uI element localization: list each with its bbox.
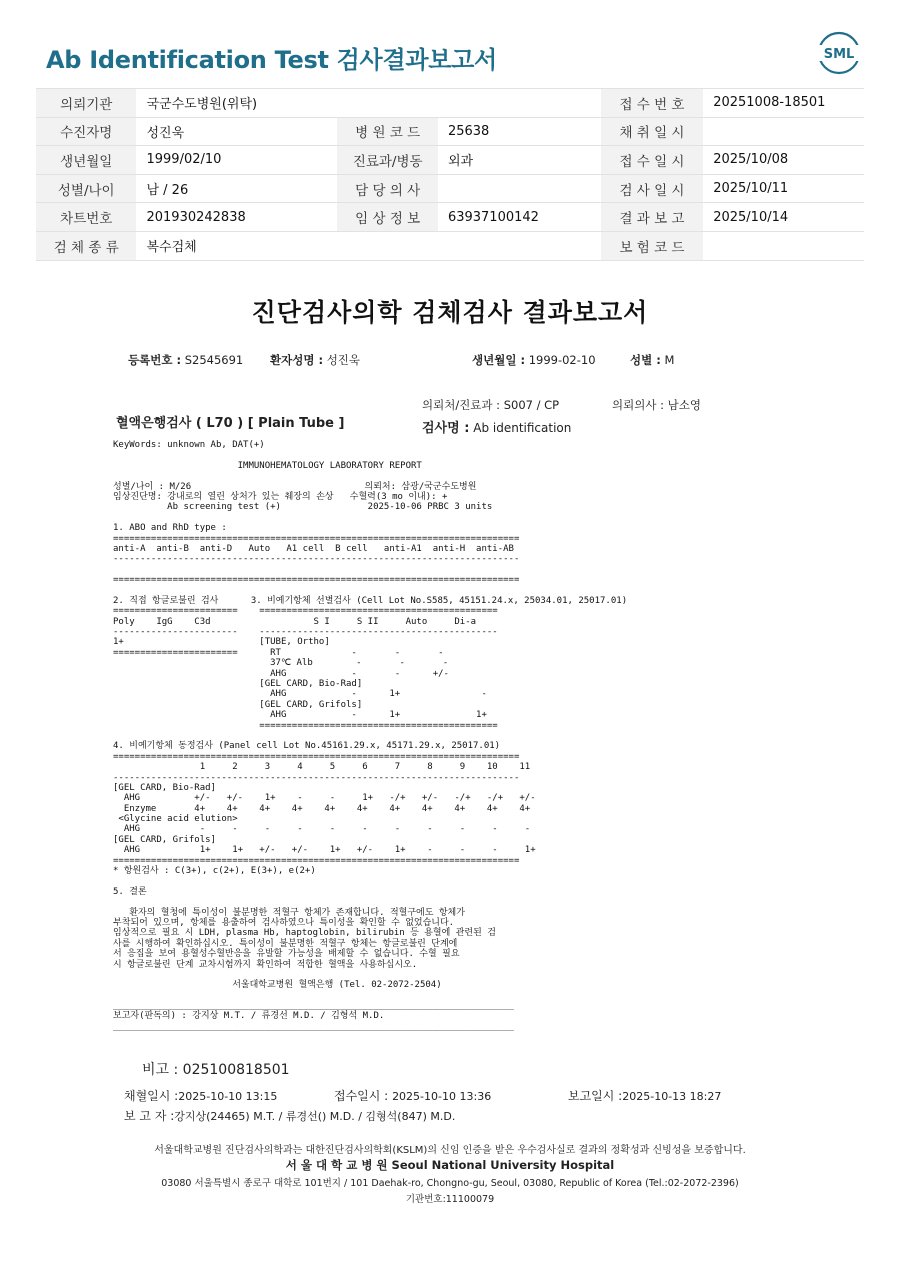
reg-no: 등록번호 : S2545691 bbox=[128, 353, 244, 367]
certification-statement: 서울대학교병원 진단검사의학과는 대한진단검사의학회(KSLM)의 신임 인증을 받은 우수검사실로 결과의 정확성과 신빙성을 보증합니다. bbox=[154, 1145, 746, 1156]
info-row bbox=[36, 203, 864, 232]
report-line: 5. 결론 bbox=[113, 886, 147, 897]
report-line bbox=[113, 513, 627, 523]
info-value bbox=[438, 174, 601, 203]
report-line: __________________________________________________________________________ bbox=[113, 1001, 514, 1012]
report-line: Ab screening test (+) 2025-10-06 PRBC 3 units bbox=[113, 502, 493, 513]
report-line: 사를 시행하여 확인하십시오. 특이성이 불분명한 적혈구 항체는 항글로불린 단계에 bbox=[113, 938, 458, 949]
receipt-time: 접수일시 : 2025-10-10 13:36 bbox=[334, 1089, 492, 1103]
info-row bbox=[36, 117, 864, 146]
sex: 성별 : M bbox=[630, 353, 675, 367]
report-line: Enzyme 4+ 4+ 4+ 4+ 4+ 4+ 4+ 4+ 4+ 4+ 4+ bbox=[113, 803, 531, 814]
info-label: 병 원 코 드 bbox=[337, 117, 437, 146]
patient-name: 환자성명 : 성진욱 bbox=[270, 353, 361, 367]
report-line bbox=[113, 897, 627, 907]
report-line: [GEL CARD, Grifols] bbox=[113, 834, 216, 845]
info-row bbox=[36, 89, 864, 118]
info-label: 성별/나이 bbox=[36, 174, 136, 203]
report-line: 4. 비예기항체 동정검사 (Panel cell Lot No.45161.29.x, 45171.29.x, 25017.01) bbox=[113, 741, 501, 752]
info-value: 201930242838 bbox=[136, 203, 337, 232]
info-label: 검 체 종 류 bbox=[36, 231, 136, 260]
info-row bbox=[36, 146, 864, 175]
info-value: 2025/10/14 bbox=[703, 203, 864, 232]
institution-number: 기관번호:11100079 bbox=[405, 1194, 495, 1205]
report-line bbox=[113, 991, 627, 1001]
info-value: 25638 bbox=[438, 117, 601, 146]
report-line: 부착되어 있으며, 항체를 용출하여 검사하였으나 특이성을 확인할 수 없었습니다. bbox=[113, 917, 455, 928]
info-label: 차트번호 bbox=[36, 203, 136, 232]
report-line: [GEL CARD, Bio-Rad] bbox=[113, 782, 216, 793]
report-line: AHG - 1+ - bbox=[113, 689, 487, 700]
info-value: 2025/10/11 bbox=[703, 174, 864, 203]
info-label: 담 당 의 사 bbox=[337, 174, 437, 203]
test-group: 혈액은행검사 ( L70 ) [ Plain Tube ] bbox=[116, 416, 345, 431]
info-label: 채 취 일 시 bbox=[601, 117, 703, 146]
report-line: anti-A anti-B anti-D Auto A1 cell B cell anti-A1 anti-H anti-AB bbox=[113, 543, 514, 554]
report-line: 시 항글로불린 단계 교차시험까지 확인하여 적합한 혈액을 사용하십시오. bbox=[113, 959, 418, 970]
info-label: 검 사 일 시 bbox=[601, 174, 703, 203]
report-line: ============================================ bbox=[113, 720, 498, 731]
info-label: 보 험 코 드 bbox=[601, 231, 703, 260]
report-line: =========================================================================== bbox=[113, 751, 520, 762]
info-row bbox=[36, 231, 864, 260]
report-line: 1+ [TUBE, Ortho] bbox=[113, 637, 330, 648]
report-line: ======================= RT - - - bbox=[113, 647, 444, 658]
report-line: 임상적으로 필요 시 LDH, plasma Hb, haptoglobin, bilirubin 등 용혈에 관련된 검 bbox=[113, 928, 496, 939]
info-value: 남 / 26 bbox=[136, 174, 337, 203]
info-value: 2025/10/08 bbox=[703, 146, 864, 175]
hospital-name: 서 울 대 학 교 병 원 Seoul National University Hospital bbox=[285, 1158, 615, 1172]
report-line: =========================================================================== bbox=[113, 575, 520, 586]
report-line: [GEL CARD, Grifols] bbox=[113, 699, 363, 710]
info-label bbox=[337, 231, 437, 260]
report-line bbox=[113, 970, 627, 980]
report-line: <Glycine acid elution> bbox=[113, 814, 238, 825]
report-line: AHG 1+ 1+ +/- +/- 1+ +/- 1+ - - - 1+ bbox=[113, 845, 536, 856]
info-value bbox=[438, 89, 601, 118]
report-line: 성별/나이 : M/26 의뢰처: 삼광/국군수도병원 bbox=[113, 481, 477, 492]
info-value: 1999/02/10 bbox=[136, 146, 337, 175]
report-line bbox=[113, 731, 627, 741]
report-line: 환자의 혈청에 특이성이 불분명한 적혈구 항체가 존재합니다. 적혈구에도 항체가 bbox=[113, 907, 465, 918]
lab-report-body bbox=[113, 440, 627, 1032]
info-label: 접 수 일 시 bbox=[601, 146, 703, 175]
report-line bbox=[113, 565, 627, 575]
info-value: 외과 bbox=[438, 146, 601, 175]
info-value: 복수검체 bbox=[136, 231, 337, 260]
info-label: 수진자명 bbox=[36, 117, 136, 146]
report-line: 1 2 3 4 5 6 7 8 9 10 11 bbox=[113, 762, 531, 773]
report-line: 1. ABO and RhD type : bbox=[113, 523, 227, 534]
report-line: AHG +/- +/- 1+ - - 1+ -/+ +/- -/+ -/+ +/- bbox=[113, 793, 536, 804]
report-line: Poly IgG C3d S I S II Auto Di-a bbox=[113, 616, 477, 627]
report-line: 서울대학교병원 혈액은행 (Tel. 02-2072-2504) bbox=[113, 980, 442, 991]
remark: 비고 : 025100818501 bbox=[142, 1062, 290, 1078]
info-label: 생년월일 bbox=[36, 146, 136, 175]
report-line: 서 응집을 보여 용혈성수혈반응을 유발할 가능성을 배제할 수 없습니다. 수혈 필요 bbox=[113, 949, 460, 960]
report-line: 2. 직접 항글로불린 검사 3. 비예기항체 선별검사 (Cell Lot No.S585, 45151.24.x, 25034.01, 25017.01) bbox=[113, 595, 628, 606]
report-line: * 항원검사 : C(3+), c(2+), E(3+), e(2+) bbox=[113, 866, 316, 877]
report-line: __________________________________________________________________________ bbox=[113, 1021, 514, 1032]
report-line: ======================= ============================================ bbox=[113, 606, 498, 617]
report-line bbox=[113, 450, 627, 460]
info-value: 63937100142 bbox=[438, 203, 601, 232]
requesting-dept: 의뢰처/진료과 : S007 / CP bbox=[422, 398, 560, 412]
info-value: 20251008-18501 bbox=[703, 89, 864, 118]
report-line bbox=[113, 471, 627, 481]
report-time: 보고일시 :2025-10-13 18:27 bbox=[568, 1089, 722, 1103]
info-value bbox=[703, 231, 864, 260]
report-header-title: Ab Identification Test 검사결과보고서 bbox=[46, 46, 497, 74]
info-value bbox=[703, 117, 864, 146]
report-line bbox=[113, 876, 627, 886]
info-value: 국군수도병원(위탁) bbox=[136, 89, 337, 118]
report-title: 진단검사의학 검체검사 결과보고서 bbox=[251, 298, 649, 327]
birth-date: 생년월일 : 1999-02-10 bbox=[472, 353, 596, 367]
report-line: ----------------------- -------------------------------------------- bbox=[113, 627, 498, 638]
report-line: IMMUNOHEMATOLOGY LABORATORY REPORT bbox=[113, 460, 422, 471]
info-label: 결 과 보 고 bbox=[601, 203, 703, 232]
report-line: AHG - - +/- bbox=[113, 668, 449, 679]
report-line: 임상진단명: 강내로의 열린 상처가 있는 췌장의 손상 수혈력(3 mo 이내): + bbox=[113, 491, 448, 502]
info-value bbox=[438, 231, 601, 260]
collection-time: 채혈일시 :2025-10-10 13:15 bbox=[124, 1089, 278, 1103]
info-label: 의뢰기관 bbox=[36, 89, 136, 118]
report-line bbox=[113, 585, 627, 595]
info-label bbox=[337, 89, 437, 118]
info-value: 성진욱 bbox=[136, 117, 337, 146]
requesting-doctor: 의뢰의사 : 남소영 bbox=[612, 398, 701, 412]
sml-logo-text: SML bbox=[823, 47, 855, 62]
request-info-table bbox=[36, 88, 864, 261]
sml-logo bbox=[816, 30, 862, 76]
info-label: 진료과/병동 bbox=[337, 146, 437, 175]
report-line: KeyWords: unknown Ab, DAT(+) bbox=[113, 440, 265, 450]
report-line: AHG - 1+ 1+ bbox=[113, 710, 487, 721]
report-line: =========================================================================== bbox=[113, 533, 520, 544]
test-name: 검사명 : Ab identification bbox=[422, 421, 572, 436]
report-line: --------------------------------------------------------------------------- bbox=[113, 554, 520, 565]
report-line: [GEL CARD, Bio-Rad] bbox=[113, 678, 363, 689]
info-label: 임 상 정 보 bbox=[337, 203, 437, 232]
report-line: AHG - - - - - - - - - - - bbox=[113, 824, 531, 835]
info-label: 접 수 번 호 bbox=[601, 89, 703, 118]
hospital-address: 03080 서울특별시 종로구 대학로 101번지 / 101 Daehak-ro, Chongno-gu, Seoul, 03080, Republic of Korea (Tel.:02-2072-2396) bbox=[161, 1178, 739, 1189]
info-row bbox=[36, 174, 864, 203]
report-line: =========================================================================== bbox=[113, 855, 520, 866]
report-line: --------------------------------------------------------------------------- bbox=[113, 772, 520, 783]
report-line: 37℃ Alb - - - bbox=[113, 658, 449, 669]
reporter: 보 고 자 :강지상(24465) M.T. / 류경선() M.D. / 김형석(847) M.D. bbox=[124, 1109, 456, 1123]
report-line: 보고자(판독의) : 강지상 M.T. / 류경선 M.D. / 김형석 M.D. bbox=[113, 1011, 385, 1022]
